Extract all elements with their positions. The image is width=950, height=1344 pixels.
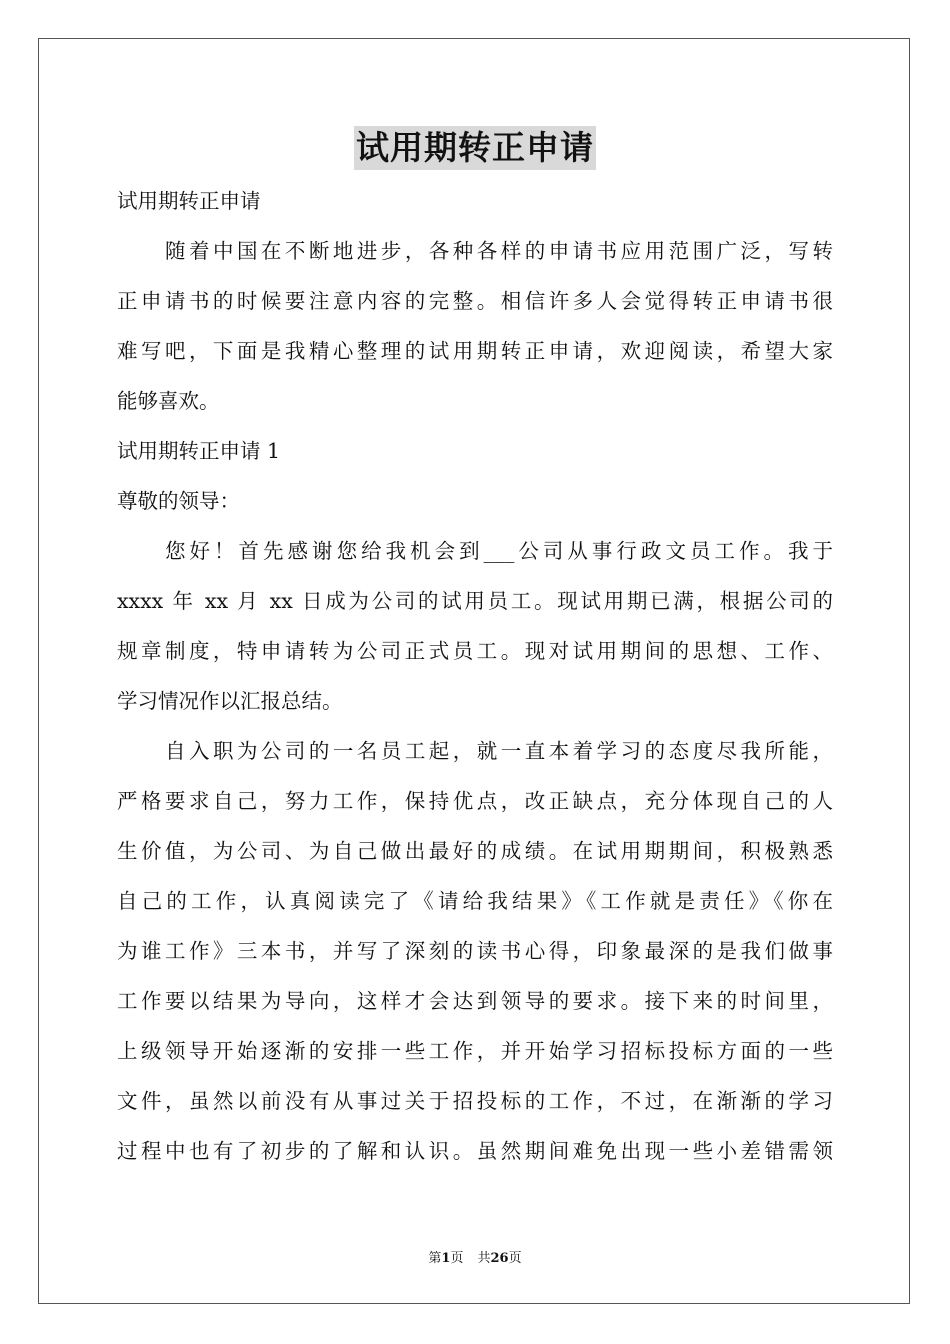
body-line: 随着中国在不断地进步，各种各样的申请书应用范围广泛，写转 [165,239,833,263]
body-line: 学习情况作以汇报总结。 [117,689,343,713]
page-footer [0,1247,950,1266]
body-line: 试用期转正申请 [117,189,261,213]
footer-total-prefix: 共 [477,1251,491,1266]
document-title: 试用期转正申请 [354,126,596,170]
body-line: 难写吧，下面是我精心整理的试用期转正申请，欢迎阅读，希望大家 [117,339,833,363]
body-line: 规章制度，特申请转为公司正式员工。现对试用期间的思想、工作、 [117,639,833,663]
footer-page-prefix: 第 [428,1251,442,1266]
body-line: 您好！首先感谢您给我机会到___公司从事行政文员工作。我于 [165,539,833,563]
body-line: 自己的工作，认真阅读完了《请给我结果》《工作就是责任》《你在 [117,889,833,913]
body-line: 能够喜欢。 [117,389,220,413]
body-line: 严格要求自己，努力工作，保持优点，改正缺点，充分体现自己的人 [117,789,833,813]
body-line: 上级领导开始逐渐的安排一些工作，并开始学习招标投标方面的一些 [117,1039,833,1063]
footer-total-pages: 26 [490,1251,509,1266]
footer-page-number: 1 [441,1251,451,1266]
body-line: 生价值，为公司、为自己做出最好的成绩。在试用期期间，积极熟悉 [117,839,833,863]
document-title-wrapper [0,126,950,170]
body-line: 尊敬的领导： [117,489,240,513]
body-line: 为谁工作》三本书，并写了深刻的读书心得，印象最深的是我们做事 [117,939,833,963]
footer-total-suffix: 页 [508,1251,522,1266]
body-line: 过程中也有了初步的了解和认识。虽然期间难免出现一些小差错需领 [117,1139,833,1163]
footer-page-suffix: 页 [450,1251,464,1266]
body-line: 文件，虽然以前没有从事过关于招投标的工作，不过，在渐渐的学习 [117,1089,833,1113]
body-line: 正申请书的时候要注意内容的完整。相信许多人会觉得转正申请书很 [117,289,833,313]
body-line: 自入职为公司的一名员工起，就一直本着学习的态度尽我所能， [165,739,833,763]
body-line: 试用期转正申请 1 [117,439,281,463]
body-line: xxxx 年 xx 月 xx 日成为公司的试用员工。现试用期已满，根据公司的 [117,589,833,613]
document-body [117,176,833,1176]
body-line: 工作要以结果为导向，这样才会达到领导的要求。接下来的时间里， [117,989,833,1013]
